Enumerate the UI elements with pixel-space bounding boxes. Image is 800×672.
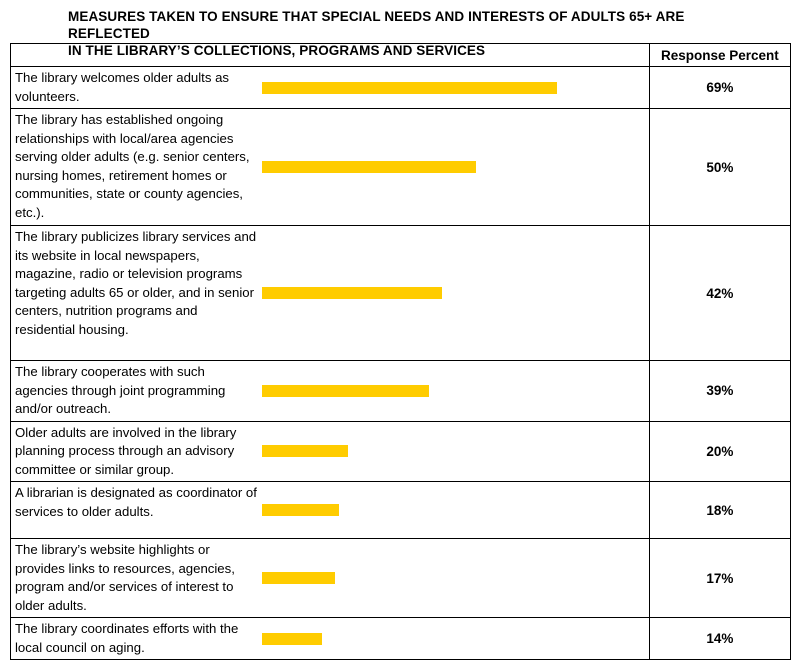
header-blank-label bbox=[11, 44, 261, 67]
table-row bbox=[11, 361, 791, 422]
bar bbox=[262, 287, 441, 299]
bar bbox=[262, 161, 476, 173]
bar-cell bbox=[260, 109, 649, 226]
value-label: 17% bbox=[649, 539, 790, 618]
value-label: 39% bbox=[649, 361, 790, 422]
bar-cell bbox=[260, 226, 649, 361]
bar-cell bbox=[260, 361, 649, 422]
bar bbox=[262, 82, 557, 94]
value-label: 42% bbox=[649, 226, 790, 361]
bar bbox=[262, 445, 347, 457]
category-label: The library has established ongoing relationships with local/area agencies serving older adults (e.g. senior centers, nursing homes, retirement homes or communities, state or county agencies, etc.). bbox=[11, 109, 261, 226]
bar bbox=[262, 572, 335, 584]
bar-cell bbox=[260, 618, 649, 660]
category-label: The library welcomes older adults as volunteers. bbox=[11, 67, 261, 109]
table-row bbox=[11, 421, 791, 482]
bar-cell bbox=[260, 67, 649, 109]
response-percent-header: Response Percent bbox=[649, 44, 790, 67]
response-table bbox=[10, 43, 791, 660]
table-row bbox=[11, 67, 791, 109]
value-label: 50% bbox=[649, 109, 790, 226]
chart-title-line-1: MEASURES TAKEN TO ENSURE THAT SPECIAL NEEDS AND INTERESTS OF ADULTS 65+ ARE REFLECTED bbox=[68, 9, 685, 41]
category-label: The library’s website highlights or provides links to resources, agencies, program and/or services of interest to older adults. bbox=[11, 539, 261, 618]
table-body bbox=[11, 67, 791, 660]
value-label: 14% bbox=[649, 618, 790, 660]
table-row bbox=[11, 482, 791, 539]
bar bbox=[262, 633, 322, 645]
header-blank-bar bbox=[260, 44, 649, 67]
category-label: The library coordinates efforts with the local council on aging. bbox=[11, 618, 261, 660]
category-label: The library cooperates with such agencies through joint programming and/or outreach. bbox=[11, 361, 261, 422]
bar bbox=[262, 385, 429, 397]
bar-cell bbox=[260, 539, 649, 618]
value-label: 18% bbox=[649, 482, 790, 539]
bar-cell bbox=[260, 421, 649, 482]
category-label: The library publicizes library services and its website in local newspapers, magazine, radio or television programs targeting adults 65 or older, and in senior centers, nutrition programs and residential housing. bbox=[11, 226, 261, 361]
value-label: 20% bbox=[649, 421, 790, 482]
table-row bbox=[11, 539, 791, 618]
bar bbox=[262, 504, 339, 516]
category-label: Older adults are involved in the library planning process through an advisory committee or similar group. bbox=[11, 421, 261, 482]
chart-title-line-2: IN THE LIBRARY’S COLLECTIONS, PROGRAMS AND SERVICES bbox=[68, 43, 486, 58]
header-row bbox=[11, 44, 791, 67]
table-row bbox=[11, 109, 791, 226]
category-label: A librarian is designated as coordinator of services to older adults. bbox=[11, 482, 261, 539]
table-row bbox=[11, 618, 791, 660]
value-label: 69% bbox=[649, 67, 790, 109]
bar-cell bbox=[260, 482, 649, 539]
table-row bbox=[11, 226, 791, 361]
